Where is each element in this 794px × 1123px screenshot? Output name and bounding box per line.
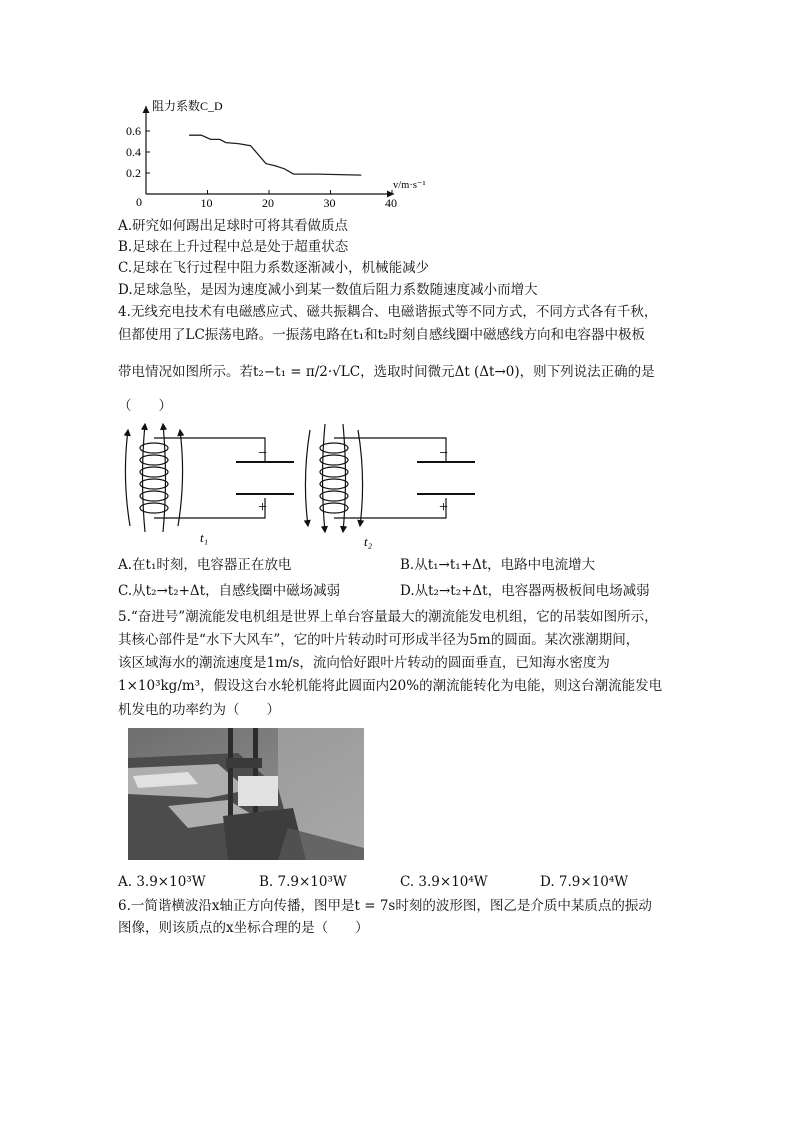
- capacitor-minus-t2: −: [439, 445, 449, 462]
- inductor-coil-t2: [320, 443, 348, 513]
- q6-stem-line-2: 图像，则该质点的x坐标合理的是（ ）: [118, 920, 369, 936]
- capacitor-minus-t1: −: [258, 445, 268, 462]
- q4-option-c: C.从t₂→t₂+Δt，自感线圈中磁场减弱: [118, 583, 341, 599]
- x-tick-label-2: 30: [323, 196, 336, 210]
- q4-option-a: A.在t₁时刻，电容器正在放电: [118, 557, 292, 573]
- x-tick-label-3: 40: [385, 196, 397, 210]
- x-axis-label: v/m·s⁻¹: [393, 180, 426, 191]
- q3-option-b: B.足球在上升过程中总是处于超重状态: [118, 239, 349, 255]
- x-tick-label-0: 10: [200, 196, 213, 210]
- generator-hoisting-photo: [128, 728, 364, 860]
- q5-stem-line-5: 机发电的功率约为（ ）: [118, 702, 280, 718]
- capacitor-plus-t1: +: [258, 499, 268, 516]
- origin-label: 0: [136, 195, 142, 209]
- magnetic-field-lines-t2: [305, 424, 362, 532]
- y-tick-label-1: 0.4: [126, 145, 141, 159]
- q5-option-a: A. 3.9×10³W: [118, 874, 206, 890]
- drag-coefficient-line: [189, 135, 361, 175]
- y-tick-label-0: 0.6: [126, 124, 141, 138]
- drag-coefficient-chart: [0, 0, 794, 220]
- q3-option-c: C.足球在飞行过程中阻力系数逐渐减小，机械能减少: [118, 260, 430, 276]
- magnetic-field-lines-t1: [125, 424, 182, 532]
- y-axis-label: 阻力系数C_D: [152, 99, 223, 113]
- y-tick-label-2: 0.2: [126, 166, 141, 180]
- q5-stem-line-1: 5.“奋进号”潮流能发电机组是世界上单台容量最大的潮流能发电机组，它的吊装如图所示，: [118, 609, 658, 625]
- q5-option-b: B. 7.9×10³W: [259, 874, 347, 890]
- lc-circuit-t2: [305, 424, 475, 532]
- figure-label-t2: t₂: [364, 534, 373, 549]
- q4-option-d: D.从t₂→t₂+Δt，电容器两极板间电场减弱: [400, 583, 650, 599]
- q5-stem-line-3: 该区域海水的潮流速度是1m/s，流向恰好跟叶片转动的圆面垂直，已知海水密度为: [118, 655, 610, 671]
- lc-circuit-t1: [125, 424, 294, 532]
- q4-answer-bracket: （ ）: [118, 398, 172, 414]
- q4-stem-line-3: 带电情况如图所示。若t₂−t₁ = π/2·√LC，选取时间微元Δt (Δt→0)，则下列说法正确的是: [118, 364, 655, 380]
- capacitor-plus-t2: +: [439, 499, 449, 516]
- q4-option-b: B.从t₁→t₁+Δt，电路中电流增大: [400, 557, 596, 573]
- q6-stem-line-1: 6.一简谐横波沿x轴正方向传播，图甲是t = 7s时刻的波形图，图乙是介质中某质点的振动: [118, 898, 652, 914]
- q5-stem-line-2: 其核心部件是“水下大风车”，它的叶片转动时可形成半径为5m的圆面。某次涨潮期间，: [118, 632, 640, 648]
- q5-option-c: C. 3.9×10⁴W: [400, 874, 488, 890]
- x-tick-label-1: 20: [262, 196, 274, 210]
- q3-option-a: A.研究如何踢出足球时可将其看做质点: [118, 218, 349, 234]
- q5-option-d: D. 7.9×10⁴W: [540, 874, 629, 890]
- q5-stem-line-4: 1×10³kg/m³，假设这台水轮机能将此圆面内20%的潮流能转化为电能，则这台潮流能发电: [118, 678, 663, 694]
- q4-stem-line-1: 4.无线充电技术有电磁感应式、磁共振耦合、电磁谐振式等不同方式，不同方式各有千秋，: [118, 304, 658, 320]
- inductor-coil-t1: [140, 443, 168, 513]
- q3-option-d: D.足球急坠，是因为速度减小到某一数值后阻力系数随速度减小而增大: [118, 282, 538, 298]
- q4-stem-line-2: 但都使用了LC振荡电路。一振荡电路在t₁和t₂时刻自感线圈中磁感线方向和电容器中极板: [118, 327, 645, 343]
- lc-circuit-figures: [0, 418, 794, 558]
- figure-label-t1: t₁: [200, 530, 209, 545]
